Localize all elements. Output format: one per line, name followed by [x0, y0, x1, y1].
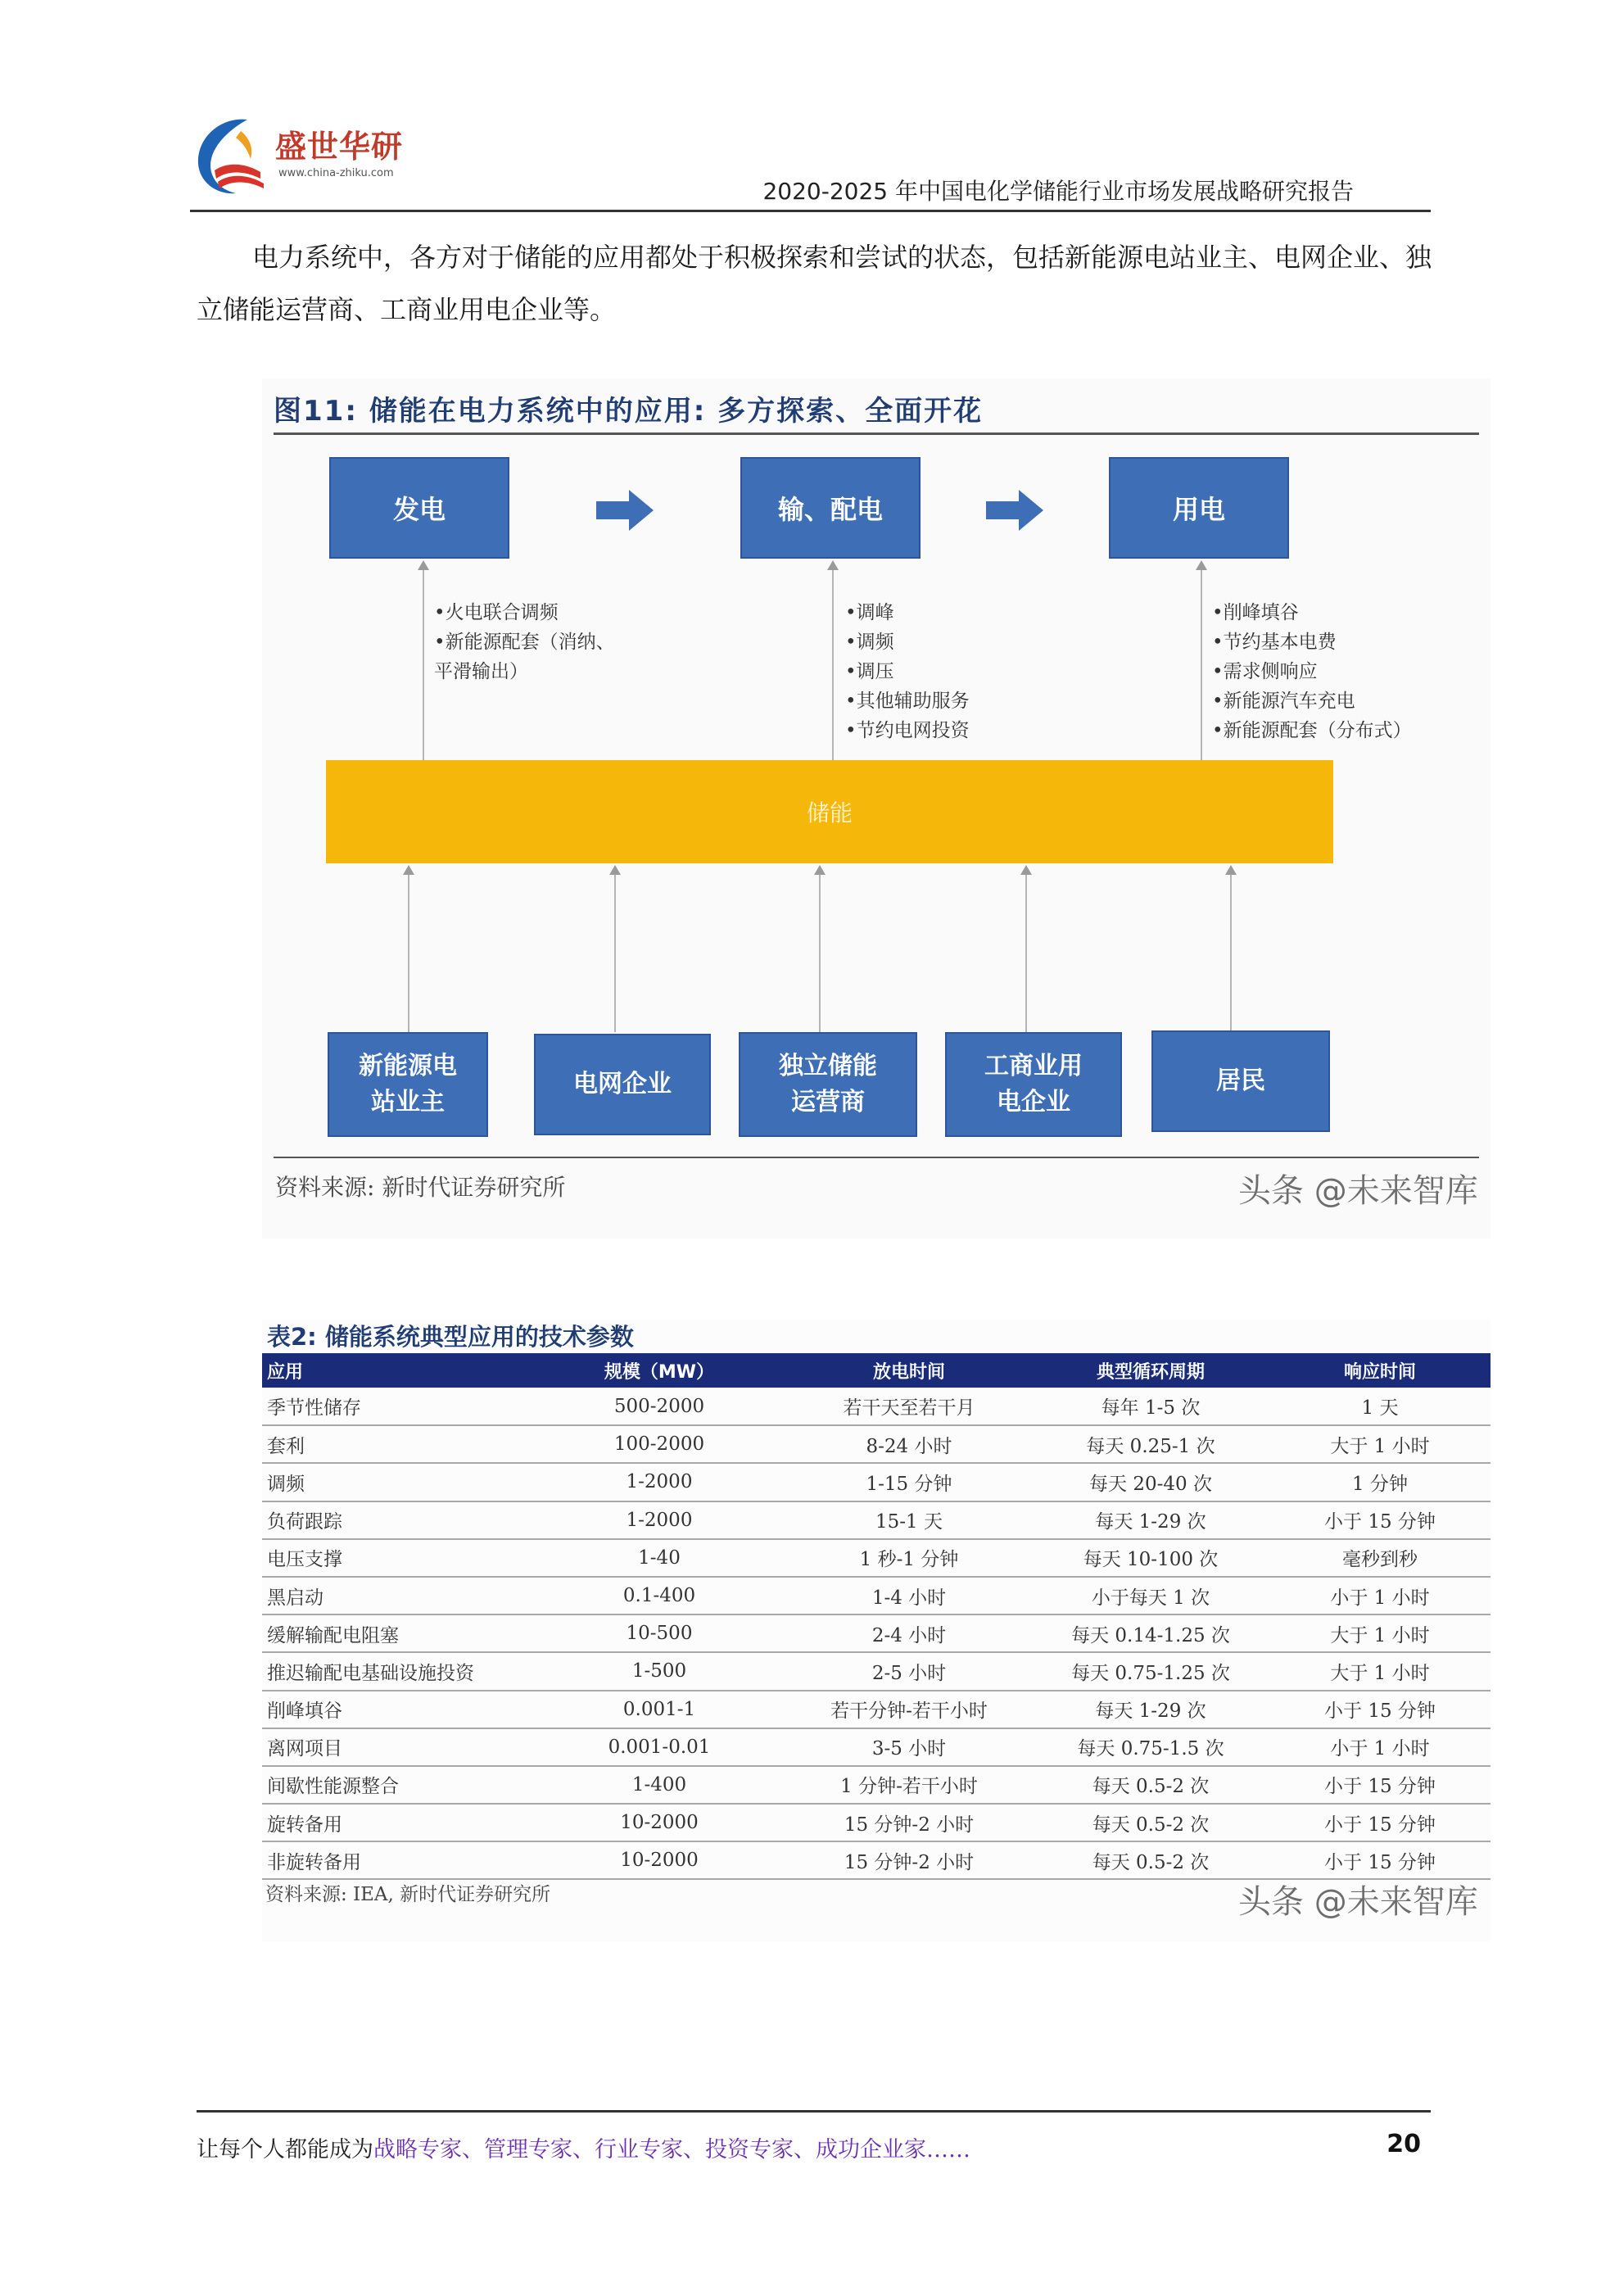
- arrow-up-icon: [1196, 560, 1207, 570]
- table-cell: 大于 1 小时: [1269, 1425, 1491, 1463]
- table-cell: 100-2000: [532, 1425, 786, 1463]
- right-arrow-icon: [596, 490, 654, 531]
- table-cell: 500-2000: [532, 1388, 786, 1425]
- box-grid-company: [534, 1034, 711, 1135]
- footer-highlight: 战略专家、管理专家、行业专家、投资专家、成功企业家……: [373, 2137, 970, 2162]
- header-divider: [190, 210, 1431, 212]
- arrow-up-icon: [1020, 865, 1032, 875]
- figure-source: 资料来源: 新时代证券研究所: [275, 1174, 566, 1201]
- table-cell: 每天 0.5-2 次: [1032, 1766, 1269, 1804]
- table-cell: 1-4 小时: [786, 1577, 1032, 1614]
- table-cell: 旋转备用: [262, 1804, 532, 1841]
- column-header: 规模（MW）: [532, 1353, 786, 1388]
- intro-paragraph: 电力系统中，各方对于储能的应用都处于积极探索和尝试的状态，包括新能源电站业主、电网企业、独立储能运营商、工商业用电企业等。: [197, 242, 1432, 325]
- table-cell: 1-2000: [532, 1463, 786, 1501]
- logo-text: 盛世华研: [275, 129, 404, 165]
- connector-line: [408, 873, 409, 1032]
- table-cell: 大于 1 小时: [1269, 1614, 1491, 1652]
- table-cell: 离网项目: [262, 1728, 532, 1766]
- table-cell: 间歇性能源整合: [262, 1766, 532, 1804]
- box-transmission-distribution: 输、配电: [740, 457, 921, 559]
- table-storage-parameters: [262, 1319, 1491, 1941]
- bullets-transmission: [845, 598, 970, 745]
- table-cell: 1-2000: [532, 1501, 786, 1539]
- table-cell: 1-500: [532, 1652, 786, 1690]
- table-cell: 缓解输配电阻塞: [262, 1614, 532, 1652]
- connector-line: [423, 568, 424, 760]
- arrow-up-icon: [403, 865, 414, 875]
- table-cell: 每天 1-29 次: [1032, 1691, 1269, 1728]
- box-line: 运营商: [791, 1088, 865, 1116]
- table-cell: 小于 1 小时: [1269, 1728, 1491, 1766]
- table-cell: 3-5 小时: [786, 1728, 1032, 1766]
- bullet-item: •火电联合调频: [434, 602, 559, 623]
- table-cell: 10-500: [532, 1614, 786, 1652]
- table-row: [262, 1614, 1491, 1652]
- bullet-item: •调压: [845, 661, 894, 682]
- table-cell: 1-400: [532, 1766, 786, 1804]
- arrow-up-icon: [1225, 865, 1237, 875]
- table-cell: 每天 0.75-1.5 次: [1032, 1728, 1269, 1766]
- table-cell: 每天 0.5-2 次: [1032, 1804, 1269, 1841]
- box-renewable-plant-owner: [328, 1032, 488, 1137]
- box-line: 站业主: [371, 1088, 445, 1116]
- footer-prefix: 让每个人都能成为: [197, 2137, 373, 2162]
- company-logo: [190, 113, 436, 203]
- box-line: 新能源电: [359, 1052, 457, 1080]
- table-cell: 小于 1 小时: [1269, 1577, 1491, 1614]
- table-cell: 小于 15 分钟: [1269, 1691, 1491, 1728]
- table-row: [262, 1425, 1491, 1463]
- bullet-item: •其他辅助服务: [845, 691, 970, 712]
- table-row: [262, 1691, 1491, 1728]
- table-cell: 每天 1-29 次: [1032, 1501, 1269, 1539]
- connector-line: [1201, 568, 1202, 760]
- table-row: [262, 1841, 1491, 1879]
- table-cell: 小于 15 分钟: [1269, 1501, 1491, 1539]
- table-cell: 每年 1-5 次: [1032, 1388, 1269, 1425]
- table-cell: 10-2000: [532, 1841, 786, 1879]
- page-number: 20: [1387, 2130, 1421, 2158]
- bullet-item: •节约基本电费: [1212, 632, 1337, 653]
- table-cell: 电压支撑: [262, 1539, 532, 1577]
- table-cell: 小于每天 1 次: [1032, 1577, 1269, 1614]
- figure-title-rule: [274, 432, 1479, 435]
- table-cell: 1 秒-1 分钟: [786, 1539, 1032, 1577]
- table-cell: 季节性储存: [262, 1388, 532, 1425]
- connector-line: [819, 873, 821, 1032]
- table-cell: 2-4 小时: [786, 1614, 1032, 1652]
- figure-title: 图11: 储能在电力系统中的应用: 多方探索、全面开花: [274, 395, 984, 428]
- table-cell: 8-24 小时: [786, 1425, 1032, 1463]
- box-residents: [1151, 1030, 1330, 1132]
- table-cell: 每天 0.25-1 次: [1032, 1425, 1269, 1463]
- table-cell: 调频: [262, 1463, 532, 1501]
- footer-slogan: [197, 2131, 970, 2163]
- arrow-up-icon: [418, 560, 429, 570]
- bullets-generation: [434, 598, 615, 686]
- table-row: [262, 1766, 1491, 1804]
- table-cell: 15 分钟-2 小时: [786, 1841, 1032, 1879]
- table-cell: 大于 1 小时: [1269, 1652, 1491, 1690]
- table-cell: 非旋转备用: [262, 1841, 532, 1879]
- bullet-item: •调峰: [845, 602, 894, 623]
- right-arrow-icon: [986, 490, 1043, 531]
- table-cell: 套利: [262, 1425, 532, 1463]
- connector-line: [1025, 873, 1027, 1032]
- figure-storage-applications: [262, 378, 1491, 1239]
- table-cell: 10-2000: [532, 1804, 786, 1841]
- arrow-up-icon: [814, 865, 826, 875]
- bullets-consumption: [1212, 598, 1412, 745]
- connector-line: [1230, 873, 1232, 1032]
- arrow-up-icon: [609, 865, 621, 875]
- table-row: [262, 1501, 1491, 1539]
- report-title: 2020-2025 年中国电化学储能行业市场发展战略研究报告: [762, 178, 1354, 205]
- bullet-item: •节约电网投资: [845, 720, 970, 741]
- bullet-item: •新能源汽车充电: [1212, 691, 1355, 712]
- page-header: [0, 0, 1624, 215]
- box-line: 工商业用: [984, 1052, 1083, 1080]
- box-commercial-industrial: [945, 1032, 1122, 1137]
- table-cell: 毫秒到秒: [1269, 1539, 1491, 1577]
- table-cell: 每天 0.5-2 次: [1032, 1841, 1269, 1879]
- box-line: 电企业: [997, 1088, 1070, 1116]
- connector-line: [832, 568, 834, 760]
- table-cell: 若干分钟-若干小时: [786, 1691, 1032, 1728]
- table-cell: 削峰填谷: [262, 1691, 532, 1728]
- table-cell: 0.001-0.01: [532, 1728, 786, 1766]
- table-cell: 黑启动: [262, 1577, 532, 1614]
- logo-url: www.china-zhiku.com: [278, 167, 394, 179]
- table-header-row: [262, 1353, 1491, 1388]
- box-generation: 发电: [329, 457, 509, 559]
- table-cell: 0.001-1: [532, 1691, 786, 1728]
- column-header: 放电时间: [786, 1353, 1032, 1388]
- bullet-item: 平滑输出）: [434, 661, 528, 682]
- storage-bar: 储能: [326, 760, 1333, 863]
- table-row: [262, 1539, 1491, 1577]
- column-header: 典型循环周期: [1032, 1353, 1269, 1388]
- table-cell: 1-40: [532, 1539, 786, 1577]
- table-cell: 推迟输配电基础设施投资: [262, 1652, 532, 1690]
- table-cell: 1 分钟: [1269, 1463, 1491, 1501]
- bullet-item: •需求侧响应: [1212, 661, 1318, 682]
- table-cell: 1-15 分钟: [786, 1463, 1032, 1501]
- table-row: [262, 1804, 1491, 1841]
- table-row: [262, 1652, 1491, 1690]
- table-cell: 15 分钟-2 小时: [786, 1804, 1032, 1841]
- table-cell: 小于 15 分钟: [1269, 1766, 1491, 1804]
- table-cell: 每天 20-40 次: [1032, 1463, 1269, 1501]
- arrow-up-icon: [827, 560, 839, 570]
- table-cell: 小于 15 分钟: [1269, 1841, 1491, 1879]
- box-line: 居民: [1216, 1066, 1265, 1095]
- box-consumption: 用电: [1109, 457, 1289, 559]
- watermark: 头条 @未来智库: [1238, 1172, 1478, 1210]
- table-row: [262, 1728, 1491, 1766]
- table-source: 资料来源: IEA, 新时代证券研究所: [265, 1884, 551, 1905]
- table-cell: 0.1-400: [532, 1577, 786, 1614]
- table-cell: 15-1 天: [786, 1501, 1032, 1539]
- bullet-item: •削峰填谷: [1212, 602, 1299, 623]
- parameters-table: [262, 1353, 1491, 1880]
- table-cell: 每天 10-100 次: [1032, 1539, 1269, 1577]
- box-independent-operator: [739, 1032, 917, 1137]
- bullet-item: •新能源配套（分布式）: [1212, 720, 1412, 741]
- figure-source-rule: [274, 1157, 1479, 1158]
- table-row: [262, 1388, 1491, 1425]
- table-cell: 若干天至若干月: [786, 1388, 1032, 1425]
- box-line: 独立储能: [779, 1052, 877, 1080]
- table-cell: 1 天: [1269, 1388, 1491, 1425]
- table-cell: 每天 0.75-1.25 次: [1032, 1652, 1269, 1690]
- table-cell: 小于 15 分钟: [1269, 1804, 1491, 1841]
- box-line: 电网企业: [573, 1070, 672, 1098]
- bullet-item: •调频: [845, 632, 894, 653]
- table-cell: 负荷跟踪: [262, 1501, 532, 1539]
- table-cell: 每天 0.14-1.25 次: [1032, 1614, 1269, 1652]
- watermark: 头条 @未来智库: [1238, 1883, 1478, 1921]
- table-row: [262, 1577, 1491, 1614]
- table-row: [262, 1463, 1491, 1501]
- logo-emblem-icon: [190, 113, 280, 203]
- table-cell: 2-5 小时: [786, 1652, 1032, 1690]
- connector-line: [614, 873, 616, 1032]
- bullet-item: •新能源配套（消纳、: [434, 632, 615, 653]
- table-title: 表2: 储能系统典型应用的技术参数: [267, 1323, 634, 1351]
- footer-divider: [197, 2110, 1431, 2113]
- column-header: 响应时间: [1269, 1353, 1491, 1388]
- column-header: 应用: [262, 1353, 532, 1388]
- table-cell: 1 分钟-若干小时: [786, 1766, 1032, 1804]
